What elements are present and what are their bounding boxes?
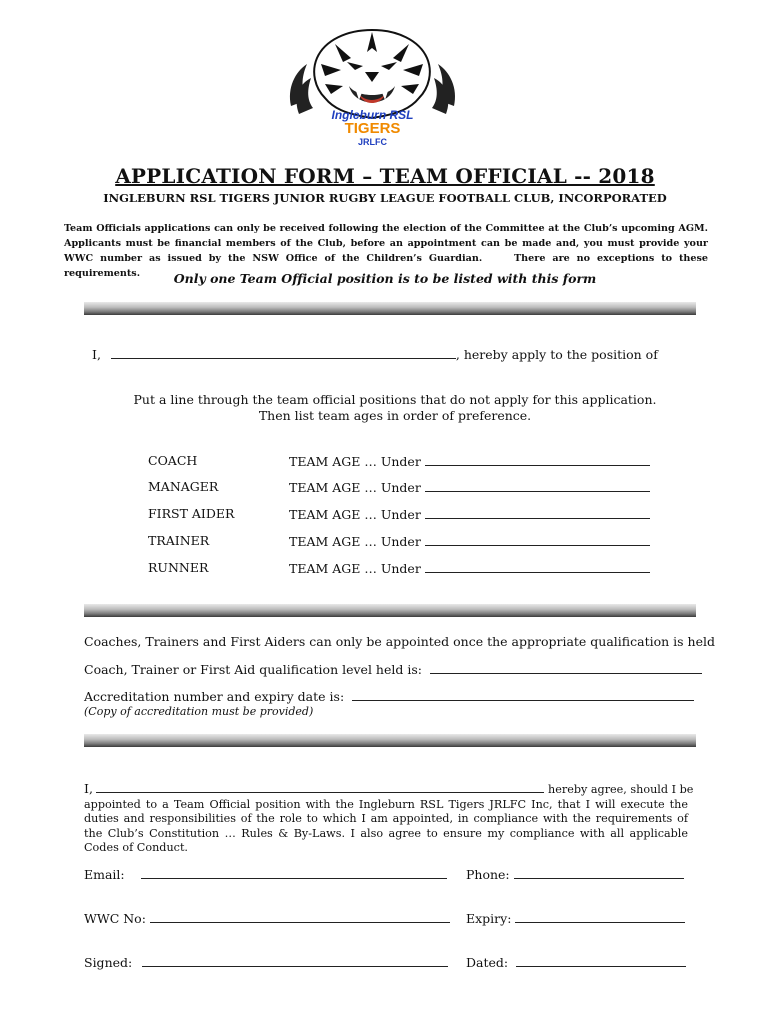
team-age-field[interactable] <box>425 506 650 519</box>
position-notice: Only one Team Official position is to be listed with this form <box>173 271 597 286</box>
email-field[interactable] <box>141 866 447 879</box>
wwc-field[interactable] <box>150 910 450 923</box>
team-age-label <box>289 560 650 576</box>
logo-line-1: Ingleburn RSL <box>331 108 414 122</box>
instruction-line-2: Then list team ages in order of preference. <box>258 408 532 423</box>
applicant-name-field[interactable] <box>111 346 456 359</box>
section-divider <box>84 604 696 617</box>
team-age-field[interactable] <box>425 533 650 546</box>
team-age-label <box>289 479 650 495</box>
team-age-field[interactable] <box>425 479 650 492</box>
team-age-text: TEAM AGE … Under <box>289 454 421 469</box>
team-age-label <box>289 453 650 469</box>
qualification-row <box>84 661 702 677</box>
accreditation-row <box>84 688 694 704</box>
declaration-first-line <box>84 780 694 798</box>
club-logo <box>285 28 460 150</box>
position-row-runner <box>148 560 648 578</box>
position-label: FIRST AIDER <box>148 506 235 521</box>
intro-text: Team Officials applications can only be received following the election of the Committee at the Club’s upcoming AGM. Applicants must be financial members of the Club, before an appointment can be made and, you must provide your WWC number as issued by the NSW Office of the Children’s Guardian. <box>64 223 708 264</box>
declaration-text: appointed to a Team Official position with the Ingleburn RSL Tigers JRLFC Inc, that I will execute the duties and responsibilities of the role to which I am appointed, in compliance with the requirements of the Club’s Constitution … Rules & By-Laws. I also agree to ensure my compliance with all applicable Codes of Conduct. <box>84 797 688 854</box>
accreditation-label: Accreditation number and expiry date is: <box>84 689 345 704</box>
phone-row <box>466 866 684 882</box>
apply-row <box>92 346 658 362</box>
wwc-row <box>84 910 450 926</box>
declaration-paragraph <box>84 780 694 856</box>
declaration-prefix: I, <box>84 781 93 796</box>
position-row-coach <box>148 453 648 471</box>
signed-label: Signed: <box>84 955 133 970</box>
section-divider <box>84 734 696 747</box>
signature-field[interactable] <box>142 954 448 967</box>
qualification-statement: Coaches, Trainers and First Aiders can only be appointed once the appropriate qualification is held <box>84 634 715 649</box>
team-age-label <box>289 533 650 549</box>
club-name: INGLEBURN RSL TIGERS JUNIOR RUGBY LEAGUE FOOTBALL CLUB, INCORPORATED <box>103 191 667 205</box>
phone-label: Phone: <box>466 867 510 882</box>
declaration-agree: hereby agree, should I be <box>548 783 694 796</box>
team-age-text: TEAM AGE … Under <box>289 534 421 549</box>
expiry-row <box>466 910 685 926</box>
team-age-label <box>289 506 650 522</box>
date-field[interactable] <box>516 954 686 967</box>
section-divider <box>84 302 696 315</box>
dated-label: Dated: <box>466 955 509 970</box>
position-label: MANAGER <box>148 479 219 494</box>
logo-line-3: JRLFC <box>358 137 387 147</box>
signed-row <box>84 954 448 970</box>
position-row-trainer <box>148 533 648 551</box>
expiry-label: Expiry: <box>466 911 512 926</box>
qualification-field[interactable] <box>430 661 702 674</box>
apply-prefix: I, <box>92 347 101 362</box>
accreditation-field[interactable] <box>352 688 694 701</box>
logo-line-2: TIGERS <box>344 120 401 137</box>
wwc-label: WWC No: <box>84 911 146 926</box>
phone-field[interactable] <box>514 866 684 879</box>
expiry-field[interactable] <box>515 910 685 923</box>
position-label: TRAINER <box>148 533 210 548</box>
position-label: RUNNER <box>148 560 209 575</box>
intro-requirement: There are no exceptions to these requirements. <box>64 253 708 279</box>
accreditation-note: (Copy of accreditation must be provided) <box>84 705 314 718</box>
position-row-manager <box>148 479 648 497</box>
dated-row <box>466 954 686 970</box>
apply-suffix: , hereby apply to the position of <box>455 347 658 362</box>
team-age-text: TEAM AGE … Under <box>289 507 421 522</box>
team-age-text: TEAM AGE … Under <box>289 480 421 495</box>
email-row <box>84 866 447 882</box>
email-label: Email: <box>84 867 125 882</box>
declaration-name-field[interactable] <box>96 780 544 793</box>
page-title: APPLICATION FORM – TEAM OFFICIAL -- 2018 <box>115 164 655 188</box>
team-age-field[interactable] <box>425 560 650 573</box>
team-age-text: TEAM AGE … Under <box>289 561 421 576</box>
qualification-label: Coach, Trainer or First Aid qualification level held is: <box>84 662 422 677</box>
position-label: COACH <box>148 453 198 468</box>
team-age-field[interactable] <box>425 453 650 466</box>
position-row-first-aider <box>148 506 648 524</box>
instruction-line-1: Put a line through the team official positions that do not apply for this application. <box>133 392 657 407</box>
